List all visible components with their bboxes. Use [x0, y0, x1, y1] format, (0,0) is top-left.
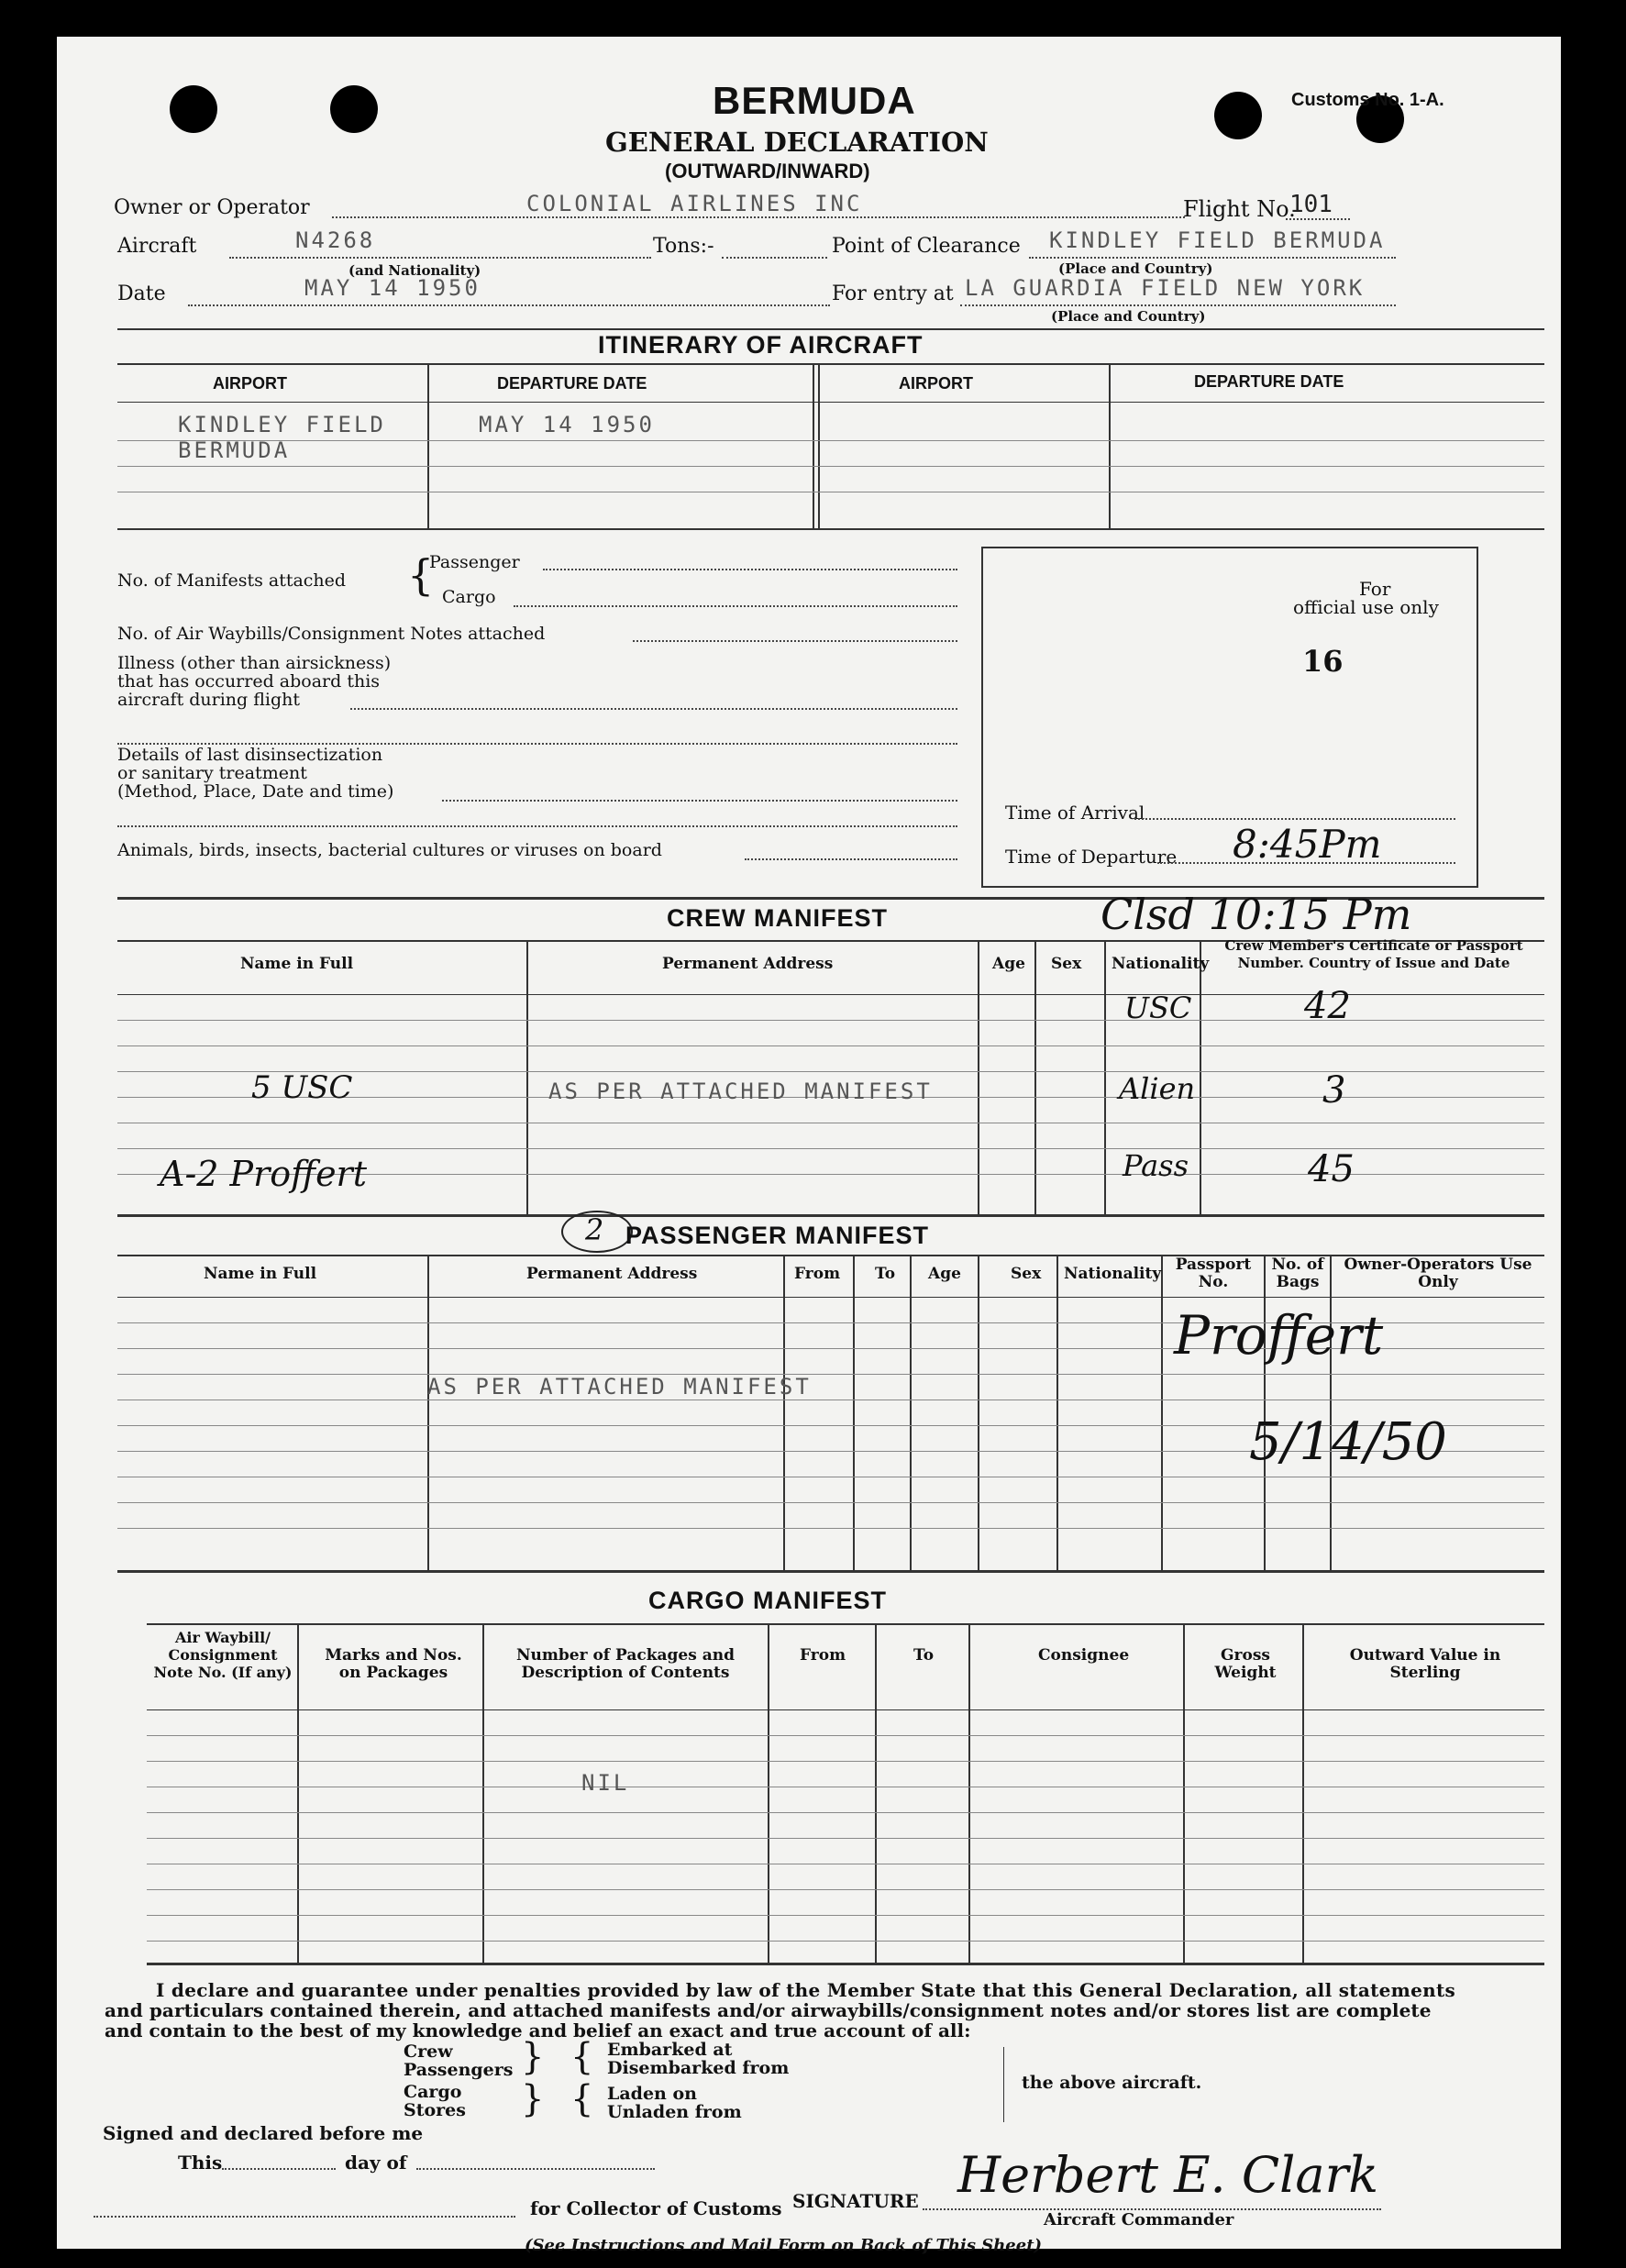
form-number: Customs No. 1-A.: [1291, 90, 1444, 110]
decl-embarked: Embarked at: [607, 2040, 733, 2060]
crew-entry-name-2: A-2 Proffert: [160, 1154, 367, 1194]
pax-col-owner: Owner-Operators Use Only: [1344, 1256, 1532, 1291]
illness-label-1: Illness (other than airsickness): [117, 653, 392, 673]
nationality-note: (and Nationality): [348, 262, 481, 279]
itin-airport-1: KINDLEY FIELD: [178, 412, 386, 437]
decl-cargo: Cargo: [404, 2082, 462, 2102]
cargo-col-from: From: [800, 1646, 846, 1665]
crew-cert-1: 42: [1304, 985, 1351, 1027]
brace-3: }: [521, 2078, 545, 2120]
disinsect-label-1: Details of last disinsectization: [117, 745, 383, 765]
date-value: MAY 14 1950: [304, 275, 481, 301]
decl-crew: Crew: [404, 2041, 453, 2062]
declaration-line-2: and particulars contained therein, and attached manifests and/or airwaybills/consignment notes and/or stores list are complete: [105, 1999, 1432, 2021]
crew-col-address: Permanent Address: [662, 955, 834, 973]
punch-hole-3: [1214, 92, 1262, 139]
decl-laden: Laden on: [607, 2084, 697, 2104]
form-title: BERMUDA: [713, 79, 916, 122]
decl-this: This: [178, 2152, 223, 2174]
entry-label: For entry at: [832, 282, 954, 305]
itin-airport-1b: BERMUDA: [178, 437, 291, 463]
itin-col-airport-1: AIRPORT: [213, 374, 287, 393]
pax-col-address: Permanent Address: [526, 1265, 698, 1283]
aircraft-value: N4268: [295, 227, 376, 253]
cargo-entry: NIL: [581, 1770, 630, 1796]
waybills-label: No. of Air Waybills/Consignment Notes attached: [117, 624, 546, 644]
manifest-passenger-label: Passenger: [429, 552, 520, 572]
crew-title: CREW MANIFEST: [667, 904, 888, 932]
clearance-value: KINDLEY FIELD BERMUDA: [1049, 227, 1386, 253]
pax-col-sex: Sex: [1011, 1265, 1042, 1283]
crew-entry-address: AS PER ATTACHED MANIFEST: [548, 1079, 933, 1104]
owner-label: Owner or Operator: [114, 196, 310, 219]
crew-nat-1: USC: [1124, 990, 1192, 1025]
cargo-col-consignee: Consignee: [1038, 1646, 1130, 1665]
cargo-title: CARGO MANIFEST: [648, 1587, 887, 1614]
itin-date-1: MAY 14 1950: [479, 412, 655, 437]
aircraft-label: Aircraft: [117, 235, 197, 258]
manifests-label: No. of Manifests attached: [117, 570, 347, 591]
crew-entry-name: 5 USC: [251, 1069, 353, 1106]
crew-cert-3: 45: [1308, 1148, 1355, 1190]
owner-value: COLONIAL AIRLINES INC: [526, 191, 863, 216]
brace-2: }: [521, 2036, 545, 2078]
entry-value: LA GUARDIA FIELD NEW YORK: [965, 275, 1366, 301]
passenger-title: PASSENGER MANIFEST: [625, 1222, 930, 1249]
tons-label: Tons:-: [653, 235, 714, 258]
cargo-col-outward: Outward Value in Sterling: [1349, 1646, 1501, 1682]
departure-time-value: 8:45Pm: [1233, 822, 1382, 867]
crew-nat-3: Pass: [1123, 1148, 1189, 1183]
place-country-note-2: (Place and Country): [1051, 308, 1206, 325]
crew-col-name: Name in Full: [240, 955, 354, 973]
circled-number-value: 2: [585, 1212, 604, 1247]
pax-col-nationality: Nationality: [1064, 1265, 1162, 1283]
itin-col-airport-2: AIRPORT: [899, 374, 973, 393]
decl-stores: Stores: [404, 2100, 466, 2120]
brace-1: {: [407, 550, 435, 600]
brace-4: {: [570, 2036, 594, 2078]
pax-signature: Proffert: [1174, 1304, 1384, 1366]
disinsect-label-2: or sanitary treatment: [117, 763, 307, 783]
official-use-label-1: For: [1359, 578, 1391, 600]
punch-hole-1: [170, 85, 217, 133]
pax-col-bags: No. of Bags: [1271, 1256, 1324, 1291]
itin-col-date-1: DEPARTURE DATE: [497, 374, 647, 393]
decl-disembarked: Disembarked from: [607, 2058, 790, 2078]
commander-signature: Herbert E. Clark: [957, 2146, 1379, 2204]
pax-col-passport: Passport No.: [1175, 1256, 1252, 1291]
itin-col-date-2: DEPARTURE DATE: [1194, 372, 1344, 391]
decl-above: the above aircraft.: [1022, 2073, 1202, 2093]
clearance-label: Point of Clearance: [832, 235, 1021, 258]
decl-unladen: Unladen from: [607, 2102, 742, 2122]
pax-col-to: To: [875, 1265, 896, 1283]
form-subtitle-2: (OUTWARD/INWARD): [665, 160, 870, 183]
illness-label-2: that has occurred aboard this: [117, 671, 381, 691]
cargo-col-waybill: Air Waybill/ Consignment Note No. (If any): [153, 1629, 293, 1681]
brace-5: {: [570, 2078, 594, 2120]
place-country-note: (Place and Country): [1058, 260, 1213, 277]
manifest-cargo-label: Cargo: [442, 587, 496, 607]
animals-label: Animals, birds, insects, bacterial cultures or viruses on board: [117, 840, 662, 860]
cargo-col-marks: Marks and Nos. on Packages: [325, 1646, 462, 1682]
pax-sign-date: 5/14/50: [1249, 1412, 1447, 1472]
declaration-line-3: and contain to the best of my knowledge and belief an exact and true account of all:: [105, 2019, 971, 2041]
pax-entry-address: AS PER ATTACHED MANIFEST: [427, 1374, 812, 1400]
date-label: Date: [117, 282, 166, 305]
disinsect-label-3: (Method, Place, Date and time): [117, 781, 394, 802]
official-use-number: 16: [1302, 644, 1344, 679]
pax-col-age: Age: [928, 1265, 961, 1283]
punch-hole-2: [330, 85, 378, 133]
crew-nat-2: Alien: [1119, 1071, 1196, 1106]
decl-collector: for Collector of Customs: [530, 2197, 782, 2219]
decl-commander: Aircraft Commander: [1044, 2210, 1234, 2229]
decl-signature-label: SIGNATURE: [792, 2190, 919, 2212]
declaration-line-1: I declare and guarantee under penalties provided by law of the Member State that this General Declaration, all statements: [156, 1979, 1456, 2001]
crew-col-age: Age: [992, 955, 1025, 973]
arrival-label: Time of Arrival: [1005, 802, 1145, 824]
crew-col-certificate: Crew Member's Certificate or Passport Number. Country of Issue and Date: [1224, 937, 1523, 971]
cleared-note: Clsd 10:15 Pm: [1101, 890, 1412, 939]
flight-label: Flight No.: [1183, 196, 1296, 222]
cargo-col-packages: Number of Packages and Description of Contents: [516, 1646, 735, 1682]
footer-note: (See Instructions and Mail Form on Back of This Sheet): [525, 2236, 1043, 2255]
decl-day-of: day of: [345, 2152, 407, 2174]
illness-label-3: aircraft during flight: [117, 690, 301, 710]
itinerary-title: ITINERARY OF AIRCRAFT: [598, 331, 924, 359]
form-subtitle: GENERAL DECLARATION: [605, 127, 989, 158]
crew-col-sex: Sex: [1051, 955, 1082, 973]
pax-col-name: Name in Full: [204, 1265, 317, 1283]
cargo-col-to: To: [913, 1646, 935, 1665]
crew-cert-2: 3: [1322, 1069, 1346, 1112]
departure-label: Time of Departure: [1005, 846, 1178, 868]
cargo-col-gross: Gross Weight: [1214, 1646, 1277, 1682]
form-sheet: [57, 37, 1561, 2255]
crew-col-nationality: Nationality: [1112, 955, 1210, 973]
flight-value: 101: [1289, 191, 1333, 218]
decl-signed: Signed and declared before me: [103, 2122, 424, 2144]
decl-passengers: Passengers: [404, 2060, 514, 2080]
official-use-label-2: official use only: [1293, 596, 1439, 618]
pax-col-from: From: [794, 1265, 841, 1283]
